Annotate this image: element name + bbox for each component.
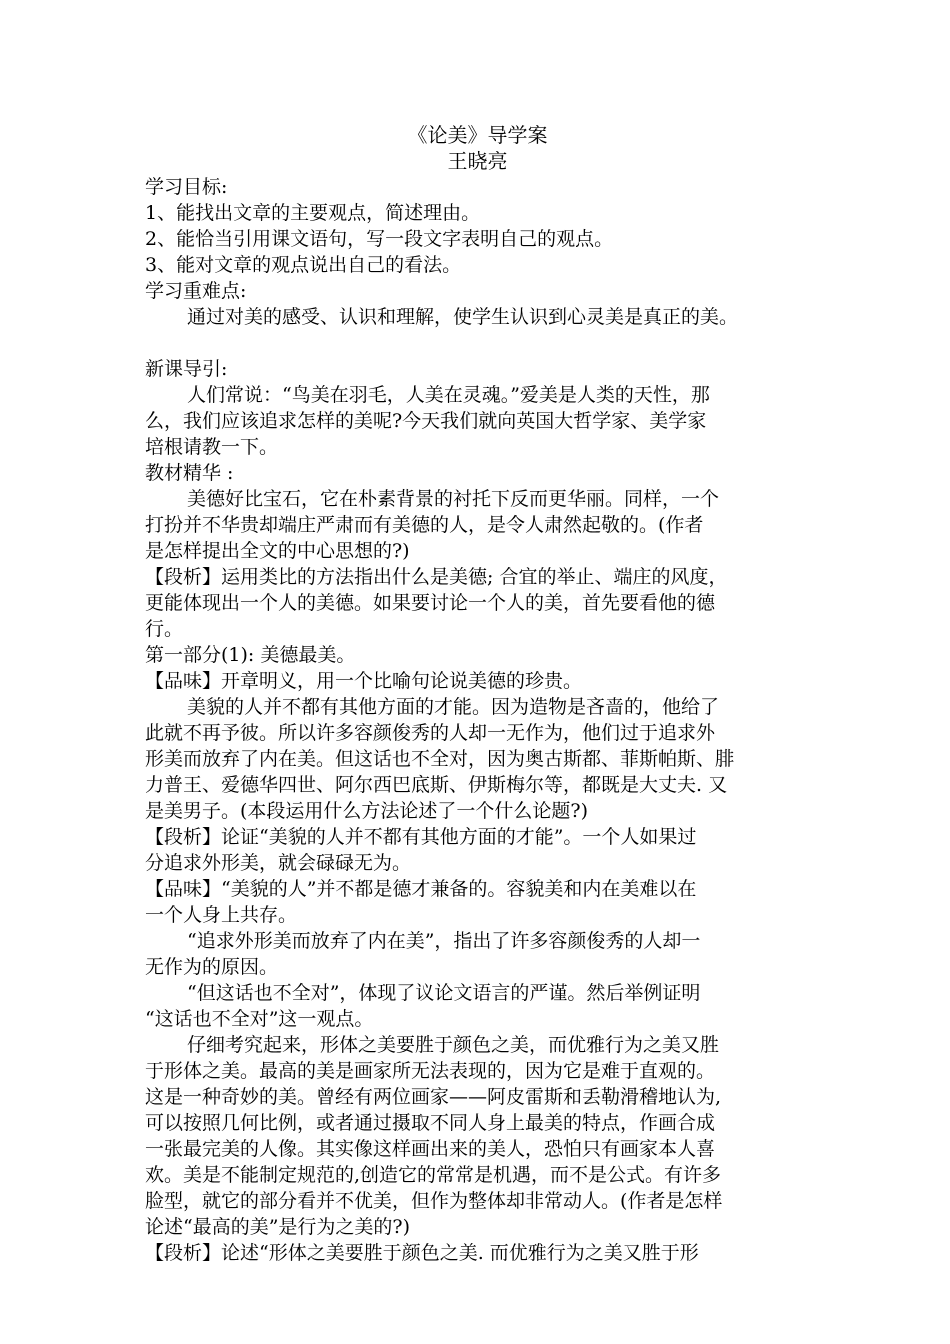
text-line: 一个人身上共存。 (145, 904, 298, 926)
text-line: “追求外形美而放弃了内在美”，指出了许多容颜俊秀的人却一 (187, 930, 701, 952)
section-heading-essence: 教材精华 : (145, 462, 234, 484)
text-line: 是美男子。(本段运用什么方法论述了一个什么论题?) (145, 800, 589, 822)
text-line: 更能体现出一个人的美德。如果要讨论一个人的美，首先要看他的德 (145, 592, 716, 614)
text-line: 论述“最高的美”是行为之美的?) (145, 1216, 411, 1238)
text-line: “这话也不全对”这一观点。 (145, 1008, 374, 1030)
objective-item: 3、能对文章的观点说出自己的看法。 (145, 254, 462, 276)
text-line: 是怎样提出全文的中心思想的?) (145, 540, 410, 562)
text-line: 这是一种奇妙的美。曾经有两位画家——阿皮雷斯和丢勒滑稽地认为, (145, 1086, 722, 1108)
document-author: 王晓亮 (447, 149, 508, 173)
appreciation-line: 【品味】“美貌的人”并不都是德才兼备的。容貌美和内在美难以在 (145, 878, 697, 900)
document-title: 《论美》导学案 (407, 123, 548, 147)
text-line: 脸型，就它的部分看并不优美，但作为整体却非常动人。(作者是怎样 (145, 1190, 723, 1212)
objective-item: 2、能恰当引用课文语句，写一段文字表明自己的观点。 (145, 228, 614, 250)
text-line: 一张最完美的人像。其实像这样画出来的美人，恐怕只有画家本人喜 (145, 1138, 716, 1160)
document-body (145, 122, 810, 1266)
text-line: 打扮并不华贵却端庄严肃而有美德的人，是令人肃然起敬的。(作者 (145, 514, 704, 536)
blank-line (145, 330, 810, 356)
analysis-line: 【段析】运用类比的方法指出什么是美德; 合宜的举止、端庄的风度， (145, 566, 728, 588)
text-line: 可以按照几何比例，或者通过摄取不同人身上最美的特点，作画合成 (145, 1112, 716, 1134)
text-line: 美貌的人并不都有其他方面的才能。因为造物是吝啬的，他给了 (187, 696, 720, 718)
text-line: 培根请教一下。 (145, 436, 279, 458)
text-line: 行。 (145, 618, 184, 640)
part-heading: 第一部分(1): 美德最美。 (145, 644, 356, 666)
section-heading-objectives: 学习目标: (145, 176, 228, 198)
text-line: 力普王、爱德华四世、阿尔西巴底斯、伊斯梅尔等，都既是大丈夫. 又 (145, 774, 728, 796)
text-line: 此就不再予彼。所以许多容颜俊秀的人却一无作为，他们过于追求外 (145, 722, 716, 744)
text-line: 人们常说：“鸟美在羽毛，人美在灵魂。”爱美是人类的天性，那 (187, 384, 710, 406)
section-heading-key-points: 学习重难点: (145, 280, 247, 302)
text-line: 分追求外形美，就会碌碌无为。 (145, 852, 412, 874)
text-line: 无作为的原因。 (145, 956, 279, 978)
text-line: 于形体之美。最高的美是画家所无法表现的，因为它是难于直观的。 (145, 1060, 716, 1082)
text-line: 形美而放弃了内在美。但这话也不全对，因为奥古斯都、菲斯帕斯、腓 (145, 748, 735, 770)
text-line: 么，我们应该追求怎样的美呢?今天我们就向英国大哲学家、美学家 (145, 410, 707, 432)
appreciation-line: 【品味】开章明义，用一个比喻句论说美德的珍贵。 (145, 670, 583, 692)
text-line: 美德好比宝石，它在朴素背景的衬托下反而更华丽。同样，一个 (187, 488, 720, 510)
analysis-line: 【段析】论证“美貌的人并不都有其他方面的才能”。一个人如果过 (145, 826, 697, 848)
text-line: 通过对美的感受、认识和理解，使学生认识到心灵美是真正的美。 (187, 306, 739, 328)
analysis-line: 【段析】论述“形体之美要胜于颜色之美. 而优雅行为之美又胜于形 (145, 1242, 699, 1264)
objective-item: 1、能找出文章的主要观点，简述理由。 (145, 202, 481, 224)
text-line: 欢。美是不能制定规范的,创造它的常常是机遇，而不是公式。有许多 (145, 1164, 722, 1186)
section-heading-intro: 新课导引: (145, 358, 228, 380)
text-line: 仔细考究起来，形体之美要胜于颜色之美，而优雅行为之美又胜 (187, 1034, 720, 1056)
text-line: “但这话也不全对”，体现了议论文语言的严谨。然后举例证明 (187, 982, 701, 1004)
